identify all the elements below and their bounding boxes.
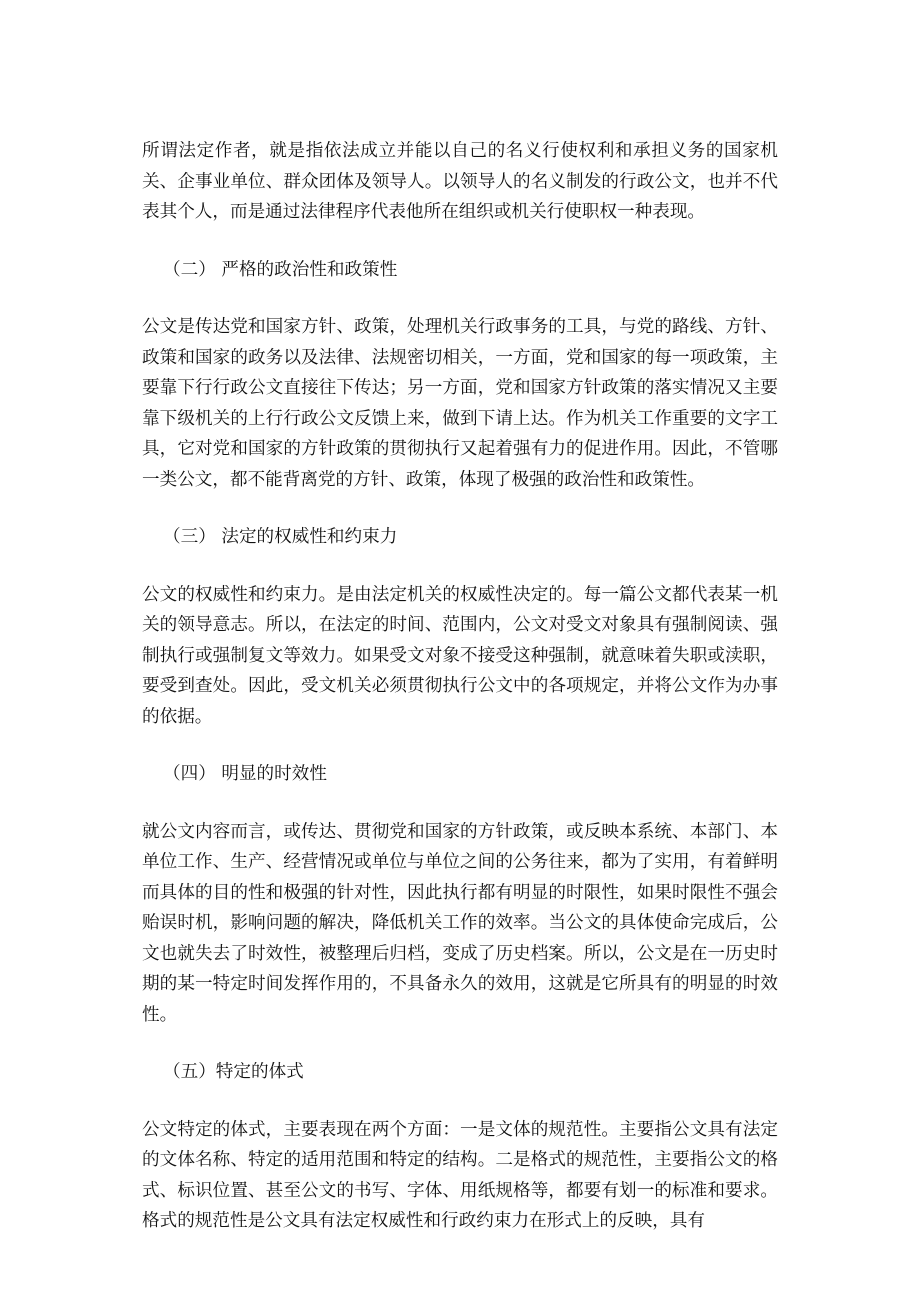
paragraph-authority-binding: 公文的权威性和约束力。是由法定机关的权威性决定的。每一篇公文都代表某一机关的领导意志。所以，在法定的时间、范围内，公文对受文对象具有强制阅读、强制执行或强制复文等效力。如果受文对象不接受这种强制，就意味着失职或渎职，要受到查处。因此，受文机关必须贯彻执行公文中的各项规定，并将公文作为办事的依据。 xyxy=(142,584,778,727)
paragraph-legal-author: 所谓法定作者，就是指依法成立并能以自己的名义行使权利和承担义务的国家机关、企事业单位、群众团体及领导人。以领导人的名义制发的行政公文，也并不代表其个人，而是通过法律程序代表他所在组织或机关行使职权一种表现。 xyxy=(142,141,778,222)
paragraph-specific-format: 公文特定的体式，主要表现在两个方面：一是文体的规范性。主要指公文具有法定的文体名称、特定的适用范围和特定的结构。二是格式的规范性，主要指公文的格式、标识位置、甚至公文的书写、字体、用纸规格等，都要有划一的标准和要求。格式的规范性是公文具有法定权威性和行政约束力在形式上的反映，具有 xyxy=(142,1119,778,1231)
section-heading-5: （五）特定的体式 xyxy=(163,1062,304,1082)
document-body xyxy=(142,136,778,1237)
paragraph-timeliness: 就公文内容而言，或传达、贯彻党和国家的方针政策，或反映本系统、本部门、本单位工作、生产、经营情况或单位与单位之间的公务往来，都为了实用，有着鲜明而具体的目的性和极强的针对性，因此执行都有明显的时限性，如果时限性不强会贻误时机，影响问题的解决，降低机关工作的效率。当公文的具体使命完成后，公文也就失去了时效性，被整理后归档，变成了历史档案。所以，公文是在一历史时期的某一特定时间发挥作用的，不具备永久的效用，这就是它所具有的明显的时效性。 xyxy=(142,821,778,1025)
paragraph-political-policy: 公文是传达党和国家方针、政策，处理机关行政事务的工具，与党的路线、方针、政策和国家的政务以及法律、法规密切相关，一方面，党和国家的每一项政策，主要靠下行行政公文直接往下传达；另一方面，党和国家方针政策的落实情况又主要靠下级机关的上行行政公文反馈上来，做到下请上达。作为机关工作重要的文字工具，它对党和国家的方针政策的贯彻执行又起着强有力的促进作用。因此，不管哪一类公文，都不能背离党的方针、政策，体现了极强的政治性和政策性。 xyxy=(142,317,778,490)
section-heading-4: （四） 明显的时效性 xyxy=(163,764,327,784)
section-heading-2: （二） 严格的政治性和政策性 xyxy=(163,259,398,280)
section-heading-3: （三） 法定的权威性和约束力 xyxy=(163,527,398,547)
